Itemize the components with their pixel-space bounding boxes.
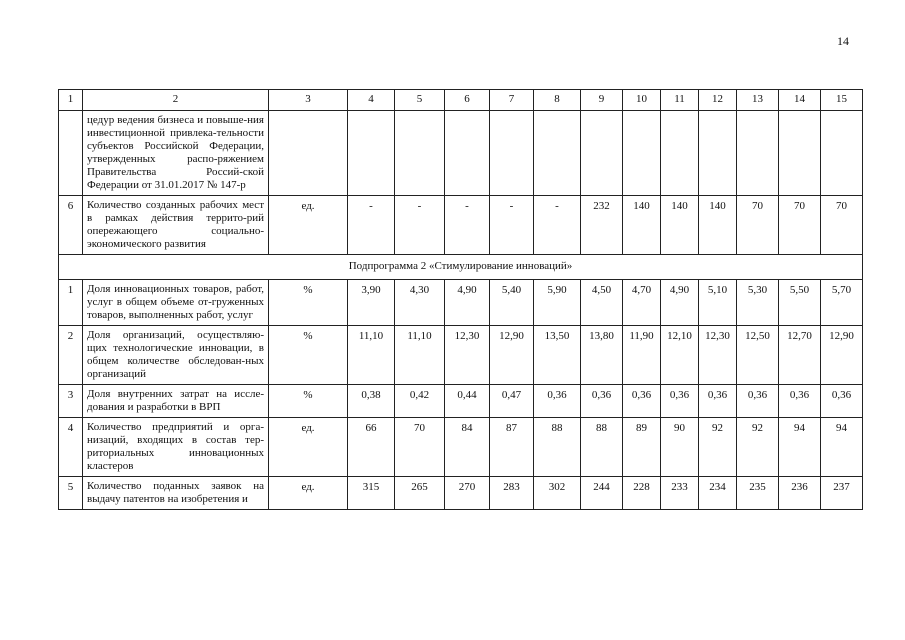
section-title: Подпрограмма 2 «Стимулирование инноваций»: [59, 255, 863, 280]
value-cell: -: [445, 196, 490, 255]
indicator-name: Количество предприятий и орга-низаций, входящих в состав тер-риториальных инновационных кластеров: [83, 418, 269, 477]
column-number: 2: [83, 90, 269, 111]
row-number: 3: [59, 385, 83, 418]
cell-empty: [490, 111, 534, 196]
value-cell: 94: [779, 418, 821, 477]
value-cell: 12,10: [661, 326, 699, 385]
value-cell: 0,36: [737, 385, 779, 418]
column-number: 11: [661, 90, 699, 111]
column-number: 13: [737, 90, 779, 111]
indicator-name: Доля внутренних затрат на иссле-дования и разработки в ВРП: [83, 385, 269, 418]
value-cell: 5,30: [737, 280, 779, 326]
value-cell: 89: [623, 418, 661, 477]
value-cell: 5,10: [699, 280, 737, 326]
value-cell: -: [348, 196, 395, 255]
value-cell: 4,30: [395, 280, 445, 326]
value-cell: 265: [395, 477, 445, 510]
table-row: [59, 280, 863, 326]
value-cell: 84: [445, 418, 490, 477]
row-number: 4: [59, 418, 83, 477]
value-cell: 315: [348, 477, 395, 510]
cell-empty: [445, 111, 490, 196]
value-cell: 90: [661, 418, 699, 477]
unit-cell: %: [269, 385, 348, 418]
column-number: 8: [534, 90, 581, 111]
unit-cell: ед.: [269, 418, 348, 477]
table-row: [59, 477, 863, 510]
column-number: 1: [59, 90, 83, 111]
value-cell: 12,30: [445, 326, 490, 385]
value-cell: 70: [821, 196, 863, 255]
value-cell: 5,70: [821, 280, 863, 326]
column-number: 3: [269, 90, 348, 111]
column-number-row: [59, 90, 863, 111]
table-row: [59, 326, 863, 385]
value-cell: 70: [779, 196, 821, 255]
value-cell: 12,70: [779, 326, 821, 385]
table-body: [59, 90, 863, 510]
value-cell: 283: [490, 477, 534, 510]
column-number: 9: [581, 90, 623, 111]
section-row: [59, 255, 863, 280]
value-cell: 70: [737, 196, 779, 255]
value-cell: 13,50: [534, 326, 581, 385]
value-cell: 234: [699, 477, 737, 510]
value-cell: 70: [395, 418, 445, 477]
value-cell: 0,42: [395, 385, 445, 418]
table-row: [59, 196, 863, 255]
table-row: [59, 418, 863, 477]
table-row: [59, 385, 863, 418]
value-cell: 235: [737, 477, 779, 510]
indicator-name: цедур ведения бизнеса и повыше-ния инвестиционной привлека-тельности субъектов Российской Федерации, утвержденных распо-ряжением Правительства Россий-ской Федерации от 31.01.2017 № 147-р: [83, 111, 269, 196]
value-cell: 5,40: [490, 280, 534, 326]
column-number: 15: [821, 90, 863, 111]
value-cell: 88: [581, 418, 623, 477]
value-cell: 4,50: [581, 280, 623, 326]
row-number: 1: [59, 280, 83, 326]
unit-cell: %: [269, 280, 348, 326]
column-number: 10: [623, 90, 661, 111]
value-cell: 66: [348, 418, 395, 477]
value-cell: 4,70: [623, 280, 661, 326]
cell-empty: [623, 111, 661, 196]
cell-empty: [737, 111, 779, 196]
value-cell: 13,80: [581, 326, 623, 385]
indicator-name: Количество созданных рабочих мест в рамках действия террито-рий опережающего социально-экономического развития: [83, 196, 269, 255]
value-cell: 4,90: [661, 280, 699, 326]
value-cell: 244: [581, 477, 623, 510]
column-number: 6: [445, 90, 490, 111]
value-cell: 12,30: [699, 326, 737, 385]
value-cell: 88: [534, 418, 581, 477]
value-cell: 11,10: [348, 326, 395, 385]
unit-cell: ед.: [269, 196, 348, 255]
indicators-table: [58, 89, 863, 510]
row-number: 2: [59, 326, 83, 385]
page-number: 14: [837, 34, 849, 48]
value-cell: 0,36: [821, 385, 863, 418]
indicator-name: Доля организаций, осуществляю-щих технологические инновации, в общем количестве обследован-ных организаций: [83, 326, 269, 385]
value-cell: 4,90: [445, 280, 490, 326]
cell-empty: [395, 111, 445, 196]
value-cell: 12,50: [737, 326, 779, 385]
cell-empty: [348, 111, 395, 196]
value-cell: 92: [737, 418, 779, 477]
value-cell: 87: [490, 418, 534, 477]
value-cell: 140: [699, 196, 737, 255]
value-cell: 237: [821, 477, 863, 510]
unit-cell: ед.: [269, 477, 348, 510]
value-cell: 233: [661, 477, 699, 510]
indicator-name: Количество поданных заявок на выдачу патентов на изобретения и: [83, 477, 269, 510]
value-cell: 94: [821, 418, 863, 477]
cell-empty: [59, 111, 83, 196]
value-cell: 0,36: [623, 385, 661, 418]
column-number: 7: [490, 90, 534, 111]
value-cell: 228: [623, 477, 661, 510]
value-cell: 5,50: [779, 280, 821, 326]
value-cell: 5,90: [534, 280, 581, 326]
value-cell: 302: [534, 477, 581, 510]
row-number: 5: [59, 477, 83, 510]
cell-empty: [821, 111, 863, 196]
value-cell: 11,10: [395, 326, 445, 385]
indicator-name: Доля инновационных товаров, работ, услуг в общем объеме от-груженных товаров, выполненных работ, услуг: [83, 280, 269, 326]
value-cell: 0,38: [348, 385, 395, 418]
cell-empty: [779, 111, 821, 196]
value-cell: -: [395, 196, 445, 255]
cell-empty: [534, 111, 581, 196]
row-number: 6: [59, 196, 83, 255]
value-cell: 0,36: [699, 385, 737, 418]
value-cell: 92: [699, 418, 737, 477]
value-cell: 232: [581, 196, 623, 255]
value-cell: 0,36: [534, 385, 581, 418]
value-cell: -: [534, 196, 581, 255]
column-number: 4: [348, 90, 395, 111]
value-cell: 140: [623, 196, 661, 255]
value-cell: 0,44: [445, 385, 490, 418]
value-cell: 0,36: [779, 385, 821, 418]
column-number: 12: [699, 90, 737, 111]
cell-empty: [661, 111, 699, 196]
value-cell: 12,90: [821, 326, 863, 385]
cell-empty: [269, 111, 348, 196]
continuation-row: [59, 111, 863, 196]
cell-empty: [581, 111, 623, 196]
column-number: 14: [779, 90, 821, 111]
value-cell: 0,36: [581, 385, 623, 418]
column-number: 5: [395, 90, 445, 111]
value-cell: 0,36: [661, 385, 699, 418]
value-cell: 0,47: [490, 385, 534, 418]
value-cell: 3,90: [348, 280, 395, 326]
value-cell: 12,90: [490, 326, 534, 385]
value-cell: 236: [779, 477, 821, 510]
value-cell: 11,90: [623, 326, 661, 385]
cell-empty: [699, 111, 737, 196]
unit-cell: %: [269, 326, 348, 385]
value-cell: 270: [445, 477, 490, 510]
value-cell: 140: [661, 196, 699, 255]
value-cell: -: [490, 196, 534, 255]
